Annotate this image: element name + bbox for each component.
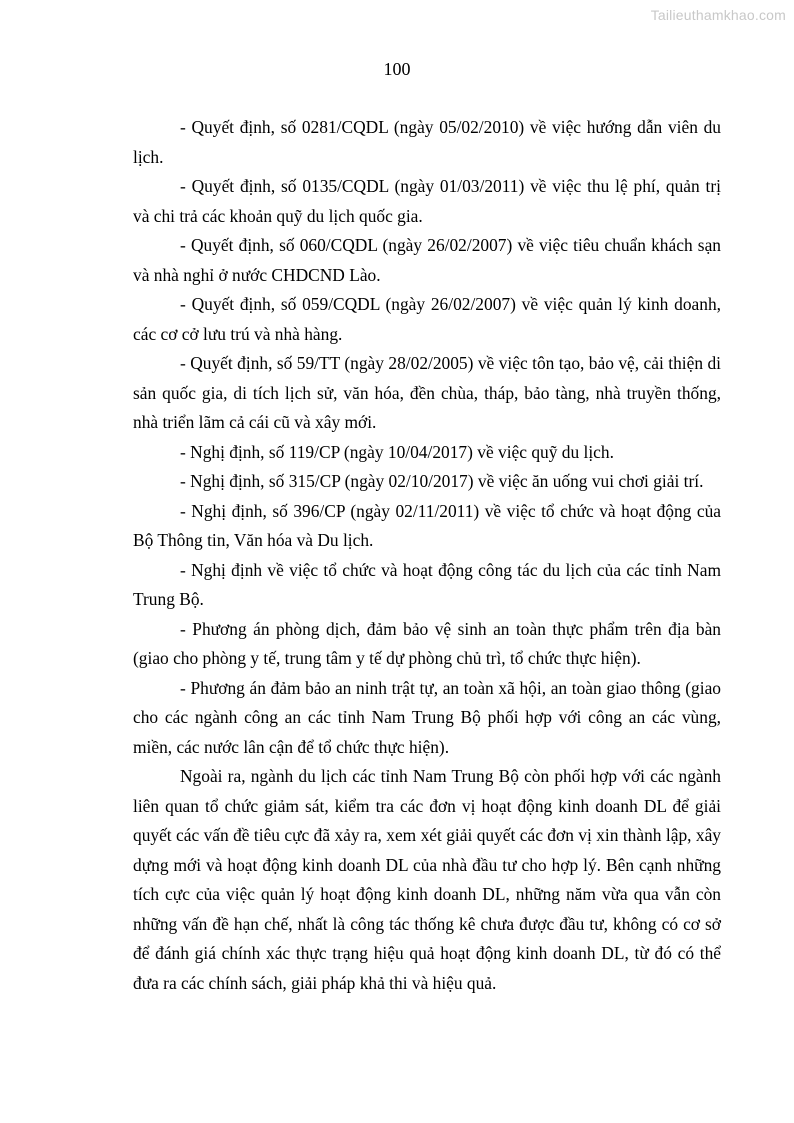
- paragraph: - Quyết định, số 060/CQDL (ngày 26/02/2007) về việc tiêu chuẩn khách sạn và nhà nghỉ ở nước CHDCND Lào.: [133, 235, 721, 285]
- paragraph: - Quyết định, số 0281/CQDL (ngày 05/02/2010) về việc hướng dẫn viên du lịch.: [133, 117, 721, 167]
- paragraph: - Nghị định, số 396/CP (ngày 02/11/2011) về việc tổ chức và hoạt động của Bộ Thông tin, Văn hóa và Du lịch.: [133, 500, 721, 550]
- paragraph: - Quyết định, số 0135/CQDL (ngày 01/03/2011) về việc thu lệ phí, quản trị và chi trả các khoản quỹ du lịch quốc gia.: [133, 176, 721, 226]
- paragraph: - Quyết định, số 59/TT (ngày 28/02/2005) về việc tôn tạo, bảo vệ, cải thiện di sản quốc gia, di tích lịch sử, văn hóa, đền chùa, tháp, bảo tàng, nhà truyền thống, nhà triển lãm cả cái cũ và xây mới.: [133, 353, 721, 432]
- document-body: [133, 113, 721, 998]
- watermark: Tailieuthamkhao.com: [650, 7, 786, 23]
- paragraph: - Nghị định về việc tổ chức và hoạt động công tác du lịch của các tỉnh Nam Trung Bộ.: [133, 559, 721, 609]
- paragraph: - Nghị định, số 119/CP (ngày 10/04/2017) về việc quỹ du lịch.: [180, 441, 614, 462]
- paragraph: - Quyết định, số 059/CQDL (ngày 26/02/2007) về việc quản lý kinh doanh, các cơ cở lưu trú và nhà hàng.: [133, 294, 721, 344]
- paragraph: - Nghị định, số 315/CP (ngày 02/10/2017) về việc ăn uống vui chơi giải trí.: [180, 471, 704, 491]
- paragraph: - Phương án phòng dịch, đảm bảo vệ sinh an toàn thực phẩm trên địa bàn (giao cho phòng y tế, trung tâm y tế dự phòng chủ trì, tổ chức thực hiện).: [133, 618, 721, 668]
- paragraph: Ngoài ra, ngành du lịch các tỉnh Nam Trung Bộ còn phối hợp với các ngành liên quan tổ chức giảm sát, kiểm tra các đơn vị hoạt động kinh doanh DL để giải quyết các vấn đề tiêu cực đã xảy ra, xem xét giải quyết các đơn vị xin thành lập, xây dựng mới và hoạt động kinh doanh DL của nhà đầu tư cho hợp lý. Bên cạnh những tích cực của việc quản lý hoạt động kinh doanh DL, những năm vừa qua vẫn còn những vấn đề hạn chế, nhất là công tác thống kê chưa được đầu tư, không có cơ sở để đánh giá chính xác thực trạng hiệu quả hoạt động kinh doanh DL, từ đó có thể đưa ra các chính sách, giải pháp khả thi và hiệu quả.: [133, 766, 721, 993]
- page-number: 100: [383, 59, 411, 79]
- paragraph: - Phương án đảm bảo an ninh trật tự, an toàn xã hội, an toàn giao thông (giao cho các ngành công an các tỉnh Nam Trung Bộ phối hợp với công an các vùng, miền, các nước lân cận để tổ chức thực hiện).: [133, 677, 721, 757]
